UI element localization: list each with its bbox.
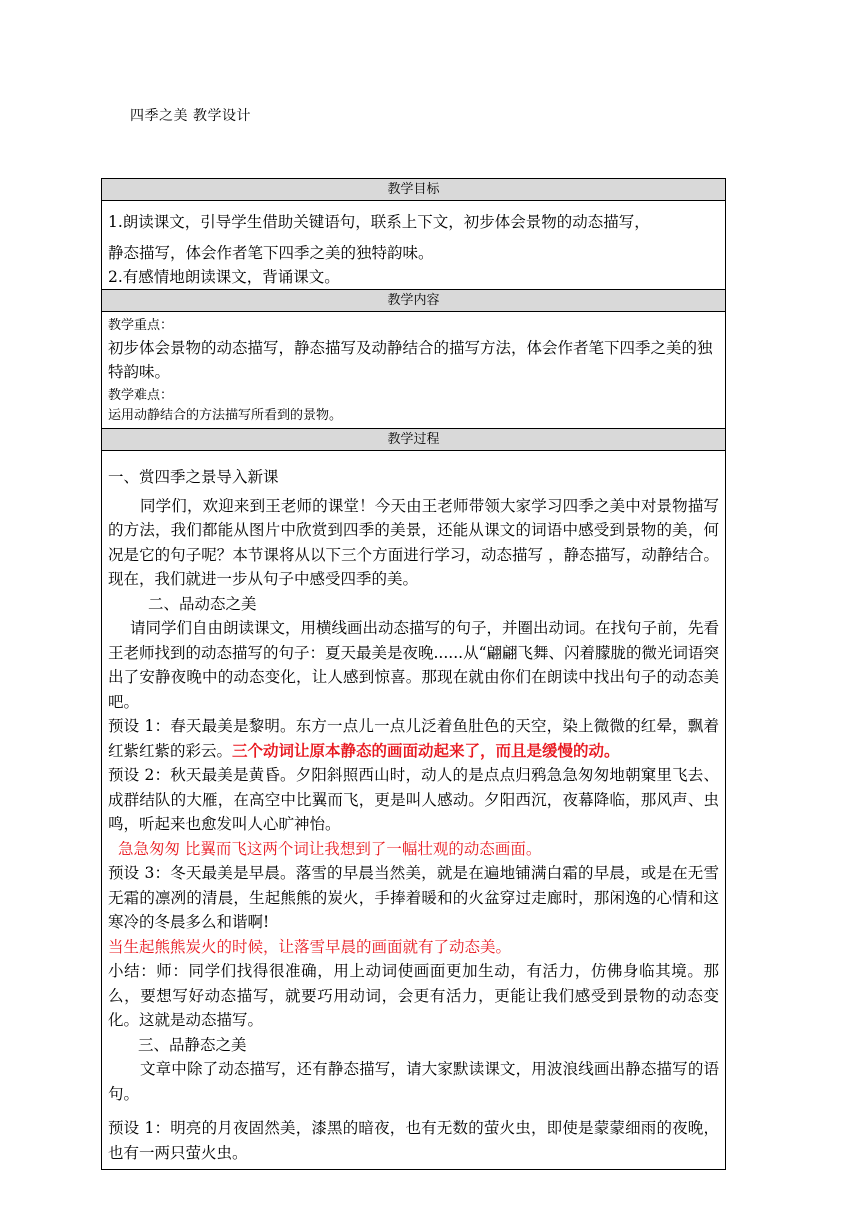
- preset-spring-text: 预设 1：春天最美是黎明。东方一点儿一点儿泛着鱼肚色的天空，染上微微的红晕，飘着红紫红紫的彩云。: [108, 717, 719, 760]
- content-header: 教学内容: [102, 290, 725, 312]
- key-points-label: 教学重点：: [108, 318, 174, 333]
- process-section: [102, 451, 725, 1169]
- preset-autumn: 预设 2：秋天最美是黄昏。夕阳斜照西山时，动人的是点点归鸦急急匆匆地朝窠里飞去、成群结队的大雁，在高空中比翼而飞，更是叫人感动。夕阳西沉，夜幕降临，那风声、虫鸣，听起来也愈发叫人心旷神怡。: [108, 766, 719, 833]
- difficulty-text: 运用动静结合的方法描写所看到的景物。: [108, 408, 343, 423]
- preset-static-1: 预设 1：明亮的月夜固然美，漆黑的暗夜，也有无数的萤火虫，即使是蒙蒙细雨的夜晚，也有一两只萤火虫。: [108, 1119, 719, 1162]
- part2-paragraph: 请同学们自由朗读课文，用横线画出动态描写的句子，并圈出动词。在找句子前，先看王老师找到的动态描写的句子：夏天最美是夜晚......从“翩翩飞舞、闪着朦胧的微光词语突出了安静夜晚中的动态变化，让人感到惊喜。那现在就由你们在朗读中找出句子的动态美吧。: [108, 619, 720, 711]
- difficulty-label: 教学难点：: [108, 388, 174, 403]
- part1-paragraph: 同学们，欢迎来到王老师的课堂！今天由王老师带领大家学习四季之美中对景物描写的方法，我们都能从图片中欣赏到四季的美景，还能从课文的词语中感受到景物的美，何况是它的句子呢？本节课将从以下三个方面进行学习，动态描写 ，静态描写，动静结合。现在，我们就进一步从句子中感受四季的美。: [108, 496, 719, 588]
- part1-title: 一、赏四季之景导入新课: [108, 468, 279, 486]
- lesson-plan-table: [101, 178, 726, 1170]
- goal-line-2: 静态描写，体会作者笔下四季之美的独特韵味。: [108, 244, 434, 262]
- spacer: [108, 1106, 719, 1116]
- key-points-text: 初步体会景物的动态描写，静态描写及动静结合的描写方法，体会作者笔下四季之美的独特韵味。: [108, 339, 713, 381]
- goal-line-3: 2.有感情地朗读课文，背诵课文。: [108, 268, 340, 286]
- process-header: 教学过程: [102, 429, 725, 451]
- part2-title: 二、品动态之美: [148, 594, 257, 613]
- preset-autumn-note: 急急匆匆 比翼而飞这两个词让我想到了一幅壮观的动态画面。: [118, 839, 542, 858]
- summary: 小结：师：同学们找得很准确，用上动词使画面更加生动，有活力，仿佛身临其境。那么，要想写好动态描写，就要巧用动词，会更有活力，更能让我们感受到景物的动态变化。这就是动态描写。: [108, 962, 719, 1029]
- goals-section: [102, 201, 725, 290]
- document-title: 四季之美 教学设计: [130, 108, 251, 124]
- preset-spring: [108, 714, 719, 763]
- preset-winter: 预设 3：冬天最美是早晨。落雪的早晨当然美，就是在遍地铺满白霜的早晨，或是在无雪无霜的凛冽的清晨，生起熊熊的炭火，手捧着暖和的火盆穿过走廊时，那闲逸的心情和这寒冷的冬晨多么和谐啊!: [108, 864, 719, 931]
- goal-line-1: 1.朗读课文，引导学生借助关键语句，联系上下文，初步体会景物的动态描写，: [108, 213, 650, 231]
- preset-winter-note: 当生起熊熊炭火的时候，让落雪早晨的画面就有了动态美。: [108, 937, 512, 956]
- part3-title: 三、品静态之美: [138, 1035, 247, 1054]
- goals-header: 教学目标: [102, 179, 725, 201]
- preset-spring-note: 三个动词让原本静态的画面动起来了，而且是缓慢的动。: [232, 740, 620, 760]
- content-section: [102, 312, 725, 429]
- part3-paragraph: 文章中除了动态描写，还有静态描写，请大家默读课文，用波浪线画出静态描写的语句。: [108, 1060, 719, 1103]
